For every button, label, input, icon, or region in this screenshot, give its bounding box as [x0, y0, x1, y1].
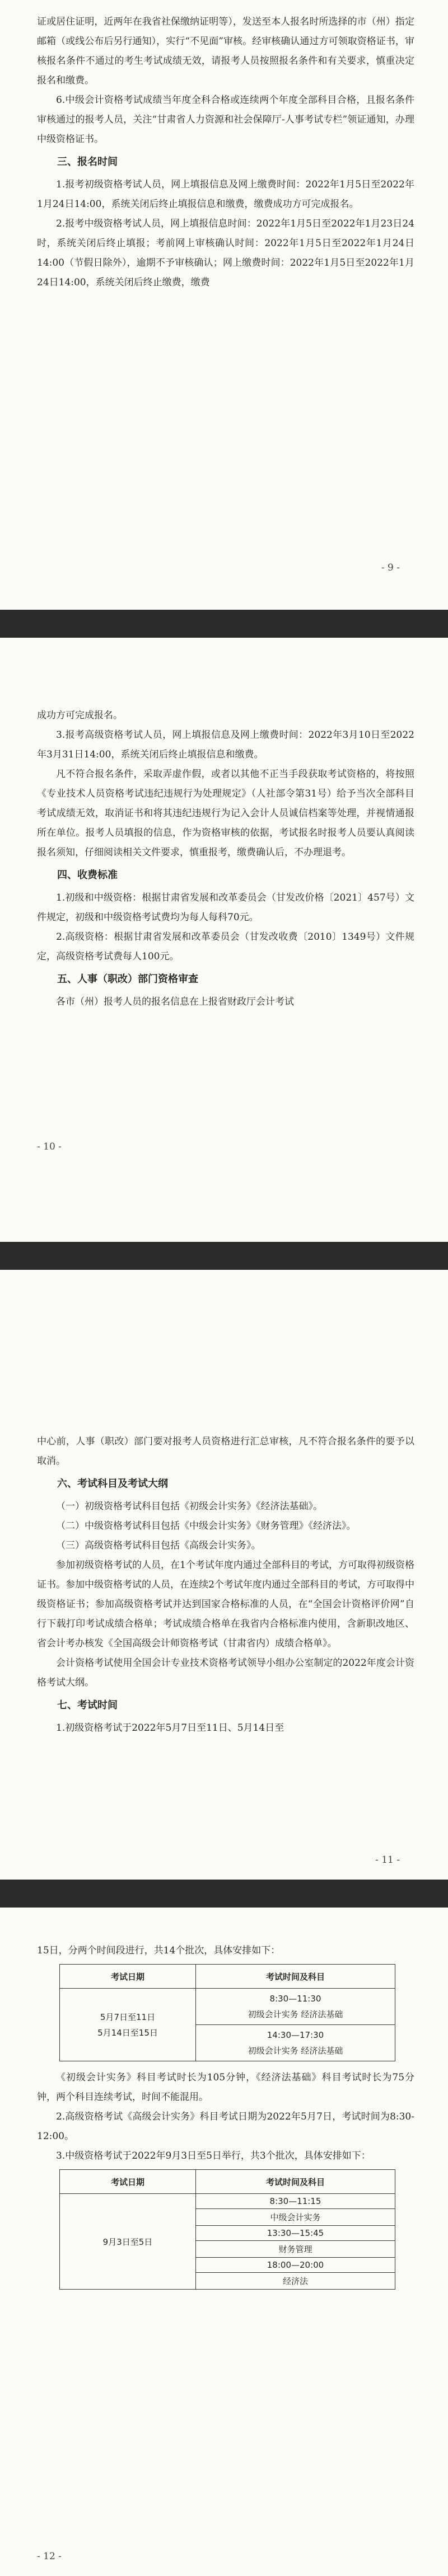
table-header: 考试时间及科目 — [196, 2170, 395, 2194]
paragraph: （一）初级资格考试科目包括《初级会计实务》《经济法基础》。 — [56, 1501, 323, 1512]
paragraph: 3.报考高级资格考试人员，网上填报信息及网上缴费时间：2022年3月10日至2022年3月31日14:00，系统关闭后终止填报信息和缴费。 — [37, 729, 414, 760]
slot-time: 8:30—11:15 — [196, 2194, 395, 2209]
document-page-10 — [0, 638, 448, 1242]
paragraph: 1.初级资格考试于2022年5月7日至11日、5月14日至 — [56, 1722, 284, 1734]
slot-time: 13:30—15:45 — [196, 2226, 395, 2241]
table-cell-date: 9月3日至5日 — [60, 2194, 196, 2290]
section-heading: 六、考试科目及考试大纲 — [57, 1478, 168, 1490]
paragraph: 参加初级资格考试的人员，在1个考试年度内通过全部科目的考试，方可取得初级资格证书。参加中级资格考试的人员，在连续2个考试年度内通过全部科目的考试，方可取得中级资格证书；参加高级资格考试并达到国家合格标准的人员，在“全国会计资格评价网”自行下载打印考试成绩合格单；考试成绩合格单在我省内合格标准内使用，含新职改地区、省会计考办核发《全国高级会计师资格考试（甘肃省内）成绩合格单》。 — [37, 1560, 414, 1649]
document-page-12 — [0, 1908, 448, 2576]
paragraph: 2.报考中级资格考试人员，网上填报信息时间：2022年1月5日至2022年1月23日24时，系统关闭后终止填报；考前网上审核确认时间：2022年1月5日至2022年1月24日14:00（节假日除外），逾期不予审核确认；网上缴费时间：2022年1月5日至2022年1月24日14:00，系统关闭后终止缴费，缴费 — [37, 218, 414, 288]
schedule-table-junior — [59, 1964, 395, 2061]
schedule-table-intermediate — [59, 2169, 395, 2290]
slot-subjects: 初级会计实务 经济法基础 — [248, 2009, 343, 2019]
table-header: 考试日期 — [60, 1965, 196, 1989]
paragraph: （二）中级资格考试科目包括《中级会计实务》《财务管理》《经济法》。 — [56, 1520, 356, 1532]
page-number: - 9 - — [381, 562, 400, 573]
table-cell-slot — [196, 2025, 395, 2061]
paragraph: 《初级会计实务》科目考试时长为105分钟，《经济法基础》科目考试时长为75分钟，两个科目连续考试，时间不能混用。 — [37, 2072, 414, 2103]
paragraph: 1.初级和中级资格：根据甘肃省发展和改革委员会（甘发改价格〔2021〕457号）文件规定，初级和中级资格考试费均为每人每科70元。 — [37, 892, 414, 923]
slot-subject: 财务管理 — [196, 2241, 395, 2258]
slot-subject: 中级会计实务 — [196, 2209, 395, 2226]
paragraph: 中心前，人事（职改）部门要对报考人员资格进行汇总审核，凡不符合报名条件的要予以取消。 — [37, 1436, 414, 1467]
table-cell-slot — [196, 1989, 395, 2025]
slot-time: 14:30—17:30 — [267, 2030, 324, 2040]
table-header: 考试时间及科目 — [196, 1965, 395, 1989]
date-line: 5月7日至11日 — [100, 2012, 156, 2022]
page-number: - 11 - — [375, 1854, 400, 1866]
slot-subjects: 初级会计实务 经济法基础 — [248, 2046, 343, 2056]
paragraph: 凡不符合报名条件，采取弄虚作假，或者以其他不正当手段获取考试资格的，将按照《专业技术人员资格考试违纪违规行为处理规定》（人社部令第31号）给予当次全部科目考试成绩无效，取消证书和将其违纪违规行为记入会计人员诚信档案等处理，并视情通报所在单位。报考人员填报的信息，作为资格审核的依据，考试报名时报考人员要认真阅读报名须知，仔细阅读相关文件要求，慎重报考，缴费确认后，不办理退考。 — [37, 769, 414, 858]
section-heading: 五、人事（职改）部门资格审查 — [57, 973, 198, 985]
section-heading: 七、考试时间 — [57, 1699, 118, 1711]
document-page-11 — [0, 1270, 448, 1880]
section-heading: 三、报名时间 — [57, 156, 118, 168]
table-cell-date — [60, 1989, 196, 2061]
paragraph: 6.中级会计资格考试成绩当年度全科合格或连续两个年度全部科目合格，且报名条件审核通过的报考人员，关注“甘肃省人力资源和社会保障厅-人事考试专栏”领证通知，办理中级资格证书。 — [37, 95, 414, 145]
document-page-9 — [0, 0, 448, 610]
slot-time: 8:30—11:30 — [269, 1994, 321, 2004]
paragraph: 2.高级资格考试《高级会计实务》科目考试日期为2022年5月7日，考试时间为8:30-12:00。 — [37, 2111, 414, 2142]
paragraph: 15日，分两个时间段进行，共14个批次，具体安排如下： — [37, 1945, 281, 1956]
paragraph: 3.中级资格考试于2022年9月3日至5日举行，共3个批次，具体安排如下： — [56, 2150, 371, 2161]
date-line: 5月14日至15日 — [97, 2027, 158, 2038]
paragraph: 会计资格考试使用全国会计专业技术资格考试领导小组办公室制定的2022年度会计资格考试大纲。 — [37, 1657, 414, 1688]
paragraph: 各市（州）报考人员的报名信息在上报省财政厅会计考试 — [56, 996, 294, 1007]
slot-time: 18:00—20:00 — [196, 2258, 395, 2273]
paragraph: （三）高级资格考试科目包括《高级会计实务》。 — [56, 1540, 261, 1551]
paragraph: 证或居住证明，近两年在我省社保缴纳证明等），发送至本人报名时所选择的市（州）指定邮箱（或线公布后另行通知），实行“不见面”审核。经审核确认通过方可领取资格证书，审核报名条件不通过的考生考试成绩无效，请报考人员按照报名条件和有关要求，慎重决定报名和缴费。 — [37, 16, 414, 86]
paragraph: 1.报考初级资格考试人员，网上填报信息及网上缴费时间：2022年1月5日至2022年1月24日14:00，系统关闭后终止填报信息和缴费，缴费成功方可完成报名。 — [37, 179, 414, 210]
table-header: 考试日期 — [60, 2170, 196, 2194]
page-number: - 12 - — [37, 2551, 62, 2562]
section-heading: 四、收费标准 — [57, 869, 118, 881]
slot-subject: 经济法 — [196, 2273, 395, 2290]
paragraph: 成功方可完成报名。 — [37, 710, 123, 721]
page-number: - 10 - — [37, 1141, 62, 1152]
paragraph: 2.高级资格：根据甘肃省发展和改革委员会（甘发改收费〔2010〕1349号）文件规定，高级资格考试费每人100元。 — [37, 931, 414, 962]
